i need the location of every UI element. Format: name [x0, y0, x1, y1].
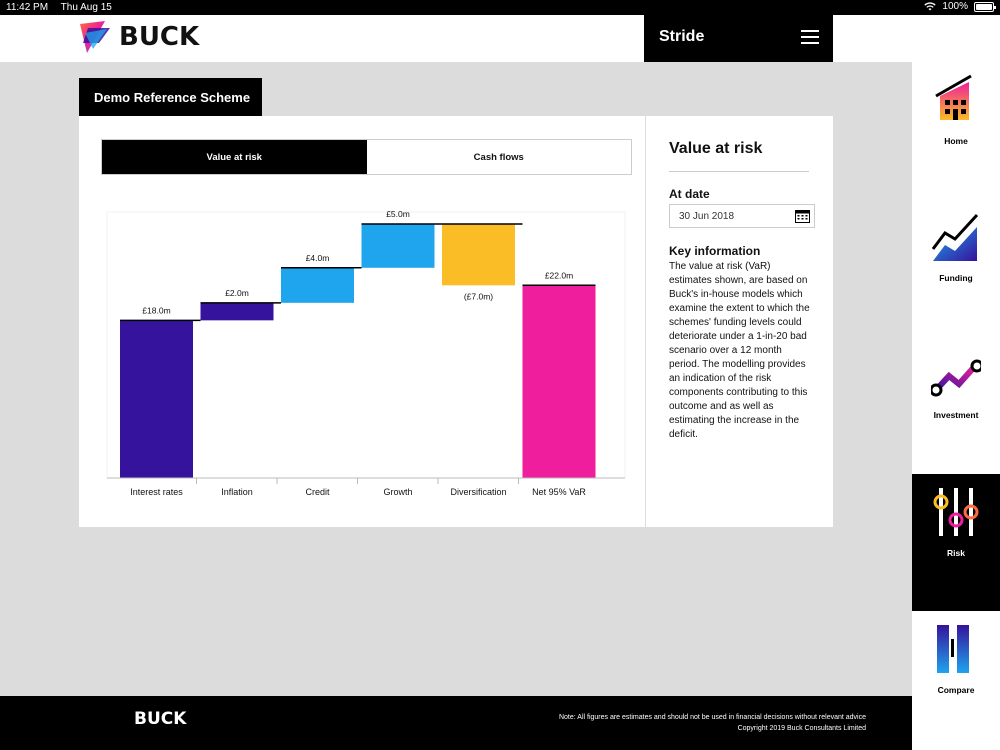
divider: [669, 171, 809, 172]
tab-cash-flows[interactable]: Cash flows: [473, 151, 524, 163]
investment-icon: [931, 346, 981, 402]
chart-bar: [281, 268, 354, 303]
footer-brand: BUCK: [134, 709, 187, 729]
nav-item-investment[interactable]: [912, 336, 1000, 473]
key-information-text: The value at risk (VaR) estimates shown, are based on Buck's in-house models which examine the extent to which the schemes' funding levels could deteriorate under a 1-in-20 bad scenario over a 12 month period. The modelling provides an indication of the risk components contributing to this outcome and as well as estimating the increase in the deficit.: [669, 261, 810, 440]
at-date-label: At date: [669, 187, 710, 201]
chart-bar: [442, 224, 515, 285]
nav-label-compare: Compare: [937, 685, 975, 695]
chart-card: [79, 116, 645, 527]
chart-category-label: Inflation: [221, 487, 253, 497]
wifi-icon: [924, 2, 936, 11]
calendar-icon[interactable]: [795, 209, 810, 223]
chart-data-label: £18.0m: [142, 305, 171, 316]
nav-label-funding: Funding: [939, 273, 973, 283]
chart-category-label: Diversification: [450, 487, 507, 497]
view-toggle: [101, 139, 632, 175]
menu-icon[interactable]: [801, 30, 819, 44]
chart-data-label: £4.0m: [305, 252, 330, 263]
compare-icon: [931, 623, 981, 679]
chart-category-label: Credit: [305, 487, 330, 497]
chart-data-label: (£7.0m): [463, 291, 494, 302]
nav-item-funding[interactable]: [912, 199, 1000, 336]
header: [0, 15, 1000, 62]
nav-item-risk[interactable]: [912, 474, 1000, 611]
buck-logo-icon: [79, 19, 111, 55]
at-date-field[interactable]: [669, 204, 815, 228]
scheme-tab[interactable]: Demo Reference Scheme: [79, 78, 262, 116]
nav-item-compare[interactable]: [912, 611, 1000, 748]
info-panel: [646, 116, 833, 527]
brand-name: BUCK: [119, 22, 200, 52]
nav-label-risk: Risk: [947, 548, 965, 558]
funding-icon: [931, 209, 981, 265]
chart-bar: [523, 285, 596, 478]
chart-bar: [120, 320, 193, 478]
app-menu-bar: [644, 15, 833, 62]
right-nav: [912, 62, 1000, 750]
status-date: Thu Aug 15: [60, 2, 112, 13]
home-icon: [931, 72, 981, 128]
chart-category-label: Interest rates: [130, 487, 183, 497]
product-name: Stride: [659, 28, 705, 45]
risk-icon: [931, 484, 981, 540]
chart-data-label: £2.0m: [225, 287, 249, 298]
battery-icon: [974, 2, 994, 12]
status-time: 11:42 PM: [6, 2, 49, 13]
chart-category-label: Growth: [383, 487, 413, 497]
buck-logo[interactable]: [79, 19, 199, 55]
footer-note: [559, 712, 866, 734]
chart-data-label: £5.0m: [386, 209, 410, 219]
footer: [0, 696, 912, 750]
info-title: Value at risk: [669, 140, 763, 157]
chart-bar: [362, 224, 435, 268]
key-information-label: Key information: [669, 244, 761, 258]
status-bar: [0, 0, 1000, 15]
nav-label-home: Home: [944, 136, 968, 146]
tab-value-at-risk[interactable]: Value at risk: [102, 140, 367, 174]
chart-category-label: Net 95% VaR: [532, 487, 586, 497]
footer-copyright: Copyright 2019 Buck Consultants Limited: [737, 725, 866, 732]
battery-percent: 100%: [942, 1, 968, 12]
value-at-risk-chart: [101, 204, 631, 504]
nav-item-home[interactable]: [912, 62, 1000, 199]
at-date-value: 30 Jun 2018: [679, 211, 735, 222]
chart-data-label: £22.0m: [544, 270, 574, 281]
chart-bar: [201, 303, 274, 321]
nav-label-investment: Investment: [933, 410, 979, 420]
footer-disclaimer: Note: All figures are estimates and should not be used in financial decisions without relevant advice: [558, 714, 866, 721]
